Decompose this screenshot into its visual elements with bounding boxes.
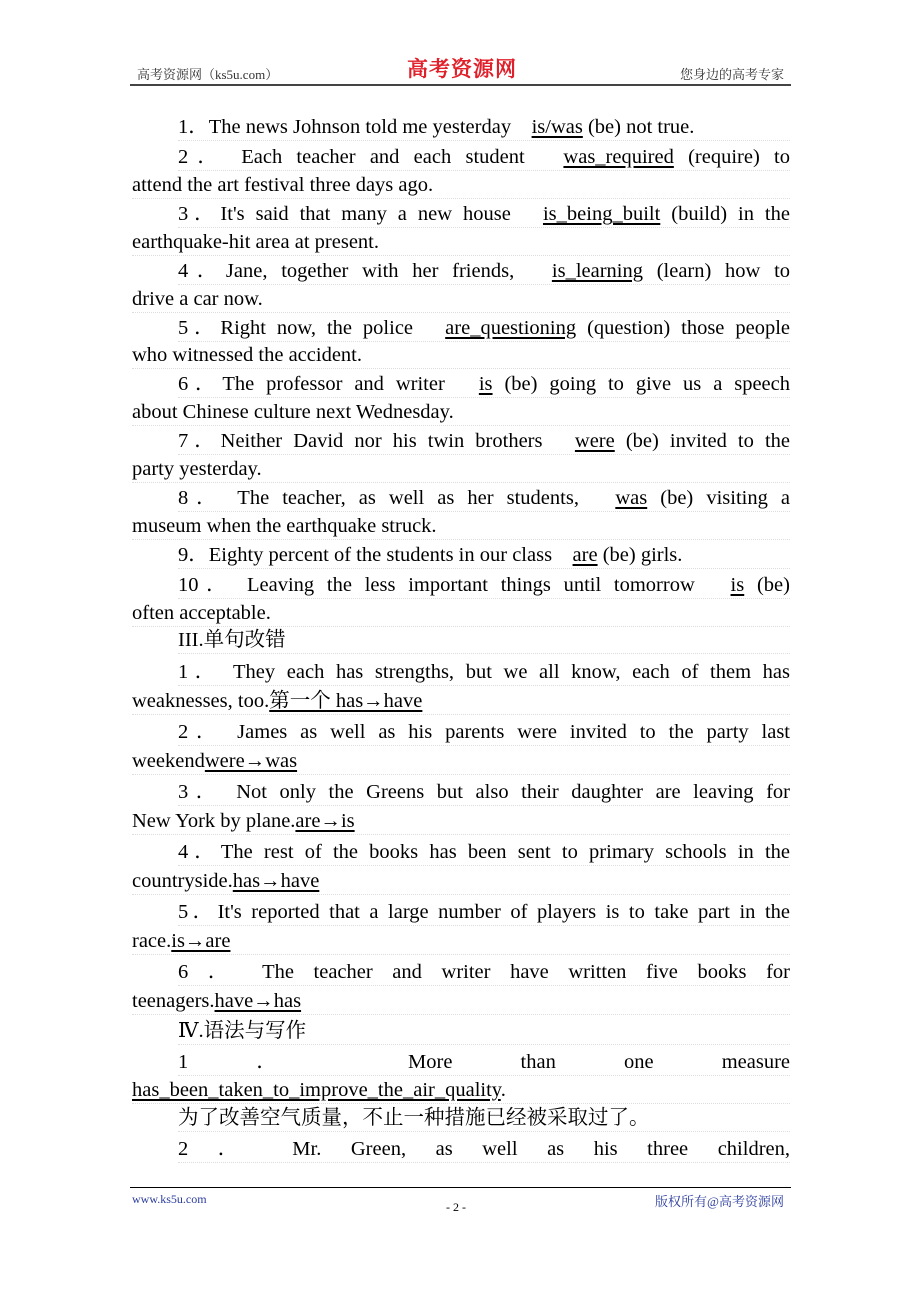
- text-segment: weaknesses, too.: [132, 690, 270, 712]
- text-segment: New York by plane.: [132, 810, 296, 832]
- text-segment: (be) going to give us a speech: [492, 373, 790, 395]
- header-right: 您身边的高考专家: [679, 67, 784, 82]
- text-line: [132, 229, 790, 256]
- text-segment: race.: [132, 930, 172, 952]
- text-segment: Ⅳ.语法与写作: [178, 1020, 307, 1042]
- site-logo: 高考资源网: [407, 56, 517, 81]
- answer-text: was: [615, 487, 648, 509]
- text-line: [178, 899, 790, 926]
- header-left: 高考资源网（ks5u.com）: [137, 67, 279, 82]
- text-segment: .: [500, 1079, 506, 1101]
- text-line: [178, 1018, 790, 1045]
- text-segment: 3．It's said that many a new house: [178, 203, 543, 225]
- text-segment: (require) to: [673, 146, 790, 168]
- text-segment: 4．The rest of the books has been sent to primary schools in the: [178, 841, 790, 863]
- text-line: [132, 342, 790, 369]
- answer-text: are: [572, 544, 598, 566]
- answer-text: is_being_built: [542, 203, 661, 225]
- text-line: [132, 172, 790, 199]
- text-segment: (be): [744, 574, 790, 596]
- text-line: [132, 399, 790, 426]
- text-line: [132, 748, 790, 775]
- answer-text: has→have: [232, 870, 320, 892]
- text-segment: often acceptable.: [132, 602, 271, 624]
- text-line: [178, 542, 790, 569]
- text-segment: 4．Jane, together with her friends,: [178, 260, 552, 282]
- text-line: [178, 428, 790, 455]
- text-segment: drive a car now.: [132, 288, 263, 310]
- text-segment: 5．It's reported that a large number of players is to take part in the: [178, 901, 790, 923]
- text-line: [178, 315, 790, 342]
- answer-text: 第一个 has→have: [269, 690, 423, 712]
- text-segment: party yesterday.: [132, 458, 262, 480]
- page-number: - 2 -: [446, 1200, 466, 1214]
- text-segment: 3． Not only the Greens but also their daughter are leaving for: [178, 781, 790, 803]
- answer-text: is_learning: [551, 260, 643, 282]
- text-segment: 2． James as well as his parents were invited to the party last: [178, 721, 790, 743]
- text-line: [178, 659, 790, 686]
- text-line: [178, 144, 790, 171]
- text-segment: 为了改善空气质量，不止一种措施已经被采取过了。: [178, 1107, 650, 1129]
- text-segment: 2 ． Mr. Green, as well as his three children,: [178, 1138, 790, 1160]
- text-segment: teenagers.: [132, 990, 215, 1012]
- answer-text: were→was: [204, 750, 298, 772]
- text-line: [132, 286, 790, 313]
- text-line: [178, 371, 790, 398]
- answer-text: is: [730, 574, 745, 596]
- text-line: [178, 959, 790, 986]
- text-line: [178, 1049, 790, 1076]
- text-segment: 6 ． The teacher and writer have written five books for: [178, 961, 790, 983]
- text-segment: 5．Right now, the police: [178, 317, 446, 339]
- text-segment: 1 ． More than one measure: [178, 1051, 790, 1073]
- footer-link[interactable]: www.ks5u.com: [132, 1192, 207, 1206]
- text-segment: about Chinese culture next Wednesday.: [132, 401, 454, 423]
- answer-text: was_required: [563, 146, 674, 168]
- text-segment: earthquake-hit area at present.: [132, 231, 380, 253]
- text-line: [178, 485, 790, 512]
- answer-text: have→has: [214, 990, 302, 1012]
- text-segment: museum when the earthquake struck.: [132, 515, 437, 537]
- text-line: [178, 201, 790, 228]
- text-segment: (be) visiting a: [647, 487, 790, 509]
- answer-text: is/was: [531, 116, 583, 138]
- text-segment: 6．The professor and writer: [178, 373, 479, 395]
- answer-text: are_questioning: [445, 317, 577, 339]
- answer-text: is→are: [171, 930, 231, 952]
- header-divider: [130, 84, 791, 86]
- footer-copyright: 版权所有@高考资源网: [655, 1194, 784, 1209]
- text-line: [132, 808, 790, 835]
- text-line: [178, 839, 790, 866]
- text-segment: attend the art festival three days ago.: [132, 174, 434, 196]
- text-line: [132, 1077, 790, 1104]
- text-line: [178, 1105, 790, 1132]
- answer-text: were: [574, 430, 615, 452]
- text-segment: 10． Leaving the less important things until tomorrow: [178, 574, 731, 596]
- text-line: [178, 627, 790, 654]
- text-segment: 7．Neither David nor his twin brothers: [178, 430, 575, 452]
- text-line: [178, 1136, 790, 1163]
- text-segment: 2． Each teacher and each student: [178, 146, 564, 168]
- text-line: [132, 868, 790, 895]
- text-segment: 8． The teacher, as well as her students,: [178, 487, 616, 509]
- text-line: [132, 688, 790, 715]
- text-segment: who witnessed the accident.: [132, 344, 362, 366]
- text-segment: countryside.: [132, 870, 233, 892]
- text-segment: (be) girls.: [597, 544, 683, 566]
- text-segment: (learn) how to: [642, 260, 791, 282]
- text-line: [178, 114, 790, 141]
- text-line: [178, 719, 790, 746]
- text-line: [178, 572, 790, 599]
- text-segment: 1．The news Johnson told me yesterday: [178, 116, 532, 138]
- text-line: [132, 456, 790, 483]
- text-segment: (be) invited to the: [614, 430, 790, 452]
- text-segment: III.单句改错: [178, 629, 286, 651]
- answer-text: are→is: [295, 810, 355, 832]
- answer-text: has_been_taken_to_improve_the_air_quality: [132, 1079, 501, 1101]
- text-line: [178, 258, 790, 285]
- text-line: [178, 779, 790, 806]
- text-segment: 1． They each has strengths, but we all know, each of them has: [178, 661, 790, 683]
- text-line: [132, 600, 790, 627]
- text-line: [132, 928, 790, 955]
- text-line: [132, 513, 790, 540]
- text-segment: 9．Eighty percent of the students in our class: [178, 544, 573, 566]
- text-segment: weekend: [132, 750, 205, 772]
- text-line: [132, 988, 790, 1015]
- text-segment: (build) in the: [660, 203, 790, 225]
- footer-divider: [130, 1187, 791, 1188]
- text-segment: (be) not true.: [582, 116, 695, 138]
- text-segment: (question) those people: [576, 317, 790, 339]
- answer-text: is: [478, 373, 493, 395]
